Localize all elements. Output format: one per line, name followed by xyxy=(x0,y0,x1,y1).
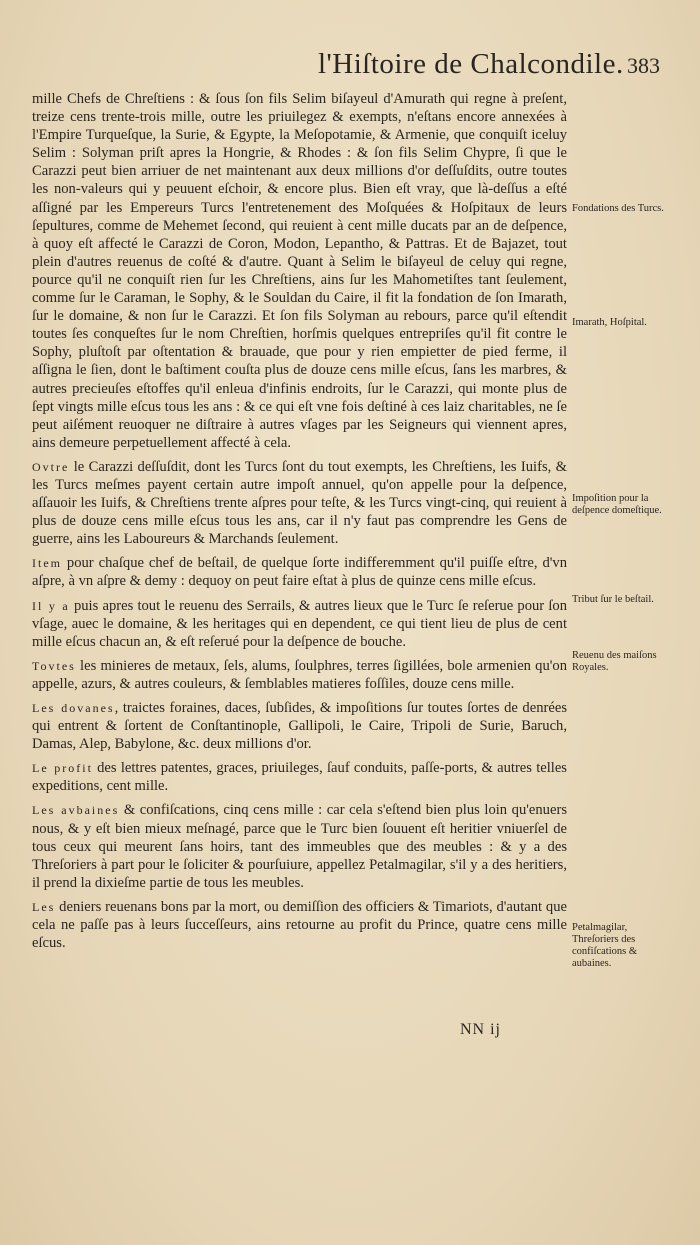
paragraph: Les deniers reuenans bons par la mort, ou demiſſion des officiers & Timariots, d'autant que cela ne paſſe pas à leurs ſucceſſeurs, ains retourne au profit du Prince, quatre cens mille eſcus. xyxy=(32,898,567,952)
page-number: 383 xyxy=(627,53,660,78)
paragraph-lead: Les xyxy=(32,899,56,914)
running-title: l'Hiſtoire de Chalcondile. xyxy=(318,48,624,80)
paragraph-lead: Il y a xyxy=(32,598,70,613)
margin-note: Imarath, Hoſpital. xyxy=(572,317,647,328)
paragraph: Ovtre le Carazzi deſſuſdit, dont les Turcs ſont du tout exempts, les Chreſtiens, les Iuifs, & les Turcs meſmes payent certain autre impoſt annuel, qu'on appelle pour la deſpence, aſſauoir les Iuifs, & Chreſtiens trente aſpres pour teſte, & les Turcs vingt-cinq, qui reuient à plus de douze cens mille eſcus tous les ans, car il n'y faut pas comprendre les Gens de guerre, ains les Laboureurs & Marchands ſeulement. xyxy=(32,458,567,548)
paragraph: Les dovanes, traictes foraines, daces, ſubſides, & impoſitions ſur toutes ſortes de denrées qui entrent & ſortent de Conſtantinople, Gallipoli, le Caire, Tripoli de Surie, Baruch, Damas, Alep, Babylone, &c. deux millions d'or. xyxy=(32,700,567,753)
paragraph-lead: Tovtes xyxy=(32,658,76,673)
paragraph: Il y a puis apres tout le reuenu des Serrails, & autres lieux que le Turc ſe reſerue pour ſon vſage, auec le domaine, & les heritages qui en dependent, ce qui tient lieu de plus de cent mille eſcus chacun an, & eſt reſerué pour la deſpence de bouche. xyxy=(32,597,567,650)
margin-note: Fondations des Turcs. xyxy=(572,203,664,214)
margin-note: Petalmagilar, Threſoriers des confiſcations & aubaines. xyxy=(572,922,638,969)
margin-note: Tribut ſur le beſtail. xyxy=(572,594,654,605)
paragraph: Les avbaines & confiſcations, cinq cens mille : car cela s'eſtend bien plus loin qu'enuers nous, & y eſt bien mieux meſnagé, parce que le Turc bien ſouuent eſt heritier vniuerſel de tous ceux qui meurent ſans hoirs, tant des immeubles que des meubles : & y a des Threſoriers à part pour le ſoliciter & pourſuiure, appellez Petalmagilar, s'il y a des heritiers, il prend la dixieſme partie de tous les meubles. xyxy=(32,802,567,891)
paragraph: Le profit des lettres patentes, graces, priuileges, ſauf conduits, paſſe-ports, & autres telles expeditions, cent mille. xyxy=(32,760,567,795)
margin-note: Impoſition pour la deſpence domeſtique. xyxy=(572,493,662,516)
paragraph-lead: Les dovanes xyxy=(32,701,115,715)
paragraph-lead: Ovtre xyxy=(32,459,70,474)
paragraph-lead: Item xyxy=(32,556,62,571)
paragraph: mille Chefs de Chreſtiens : & ſous ſon fils Selim biſayeul d'Amurath qui regne à preſent, treize cens trente-trois mille, outre les priuilegez & exempts, n'eſtans encore annexées à l'Empire Turqueſque, la Surie, & Egypte, la Meſopotamie, & Armenie, que conquiſt iceluy Selim : Solyman priſt apres la Hongrie, & Rhodes : & ſon fils Selim Chypre, ſi que le Carazzi peut bien arriuer de net maintenant aux deux millions d'or deſſuſdits, outre toutes les non-valeurs qui y peuuent eſchoir, & encore plus. Bien eſt vray, que là-deſſus a eſté aſſigné par les Empereurs Turcs l'entretenement des Moſquées & Hoſpitaux de leurs ſepultures, comme de Mehemet ſecond, qui reuient à cent mille ducats par an de deſpence, à quoy eſt affecté le Carazzi de Coron, Modon, Lepantho, & Pattras. Et de Bajazet, tout plein d'autres reuenus de coſté & d'autre. Quant à Selim le biſayeul de celuy qui regne, pource qu'il ne conquiſt rien ſur les Chreſtiens, ains ſur les Mahometiſtes tant ſeulement, comme ſur le Caraman, le Sophy, & le Souldan du Caire, il fit la fondation de ſon Imarath, ſur le domaine, & non ſur le Carazzi. Et ſon fils Solyman au rebours, parce qu'il eſtendit toutes ſes conqueſtes ſur le nom Chreſtien, horſmis quelques entrepriſes qu'il fit contre le Sophy, pluſtoſt par oſtentation & brauade, que pour y rien empietter de pied ferme, il aſſigna le ſien, dont le baſtiment couſta plus de douze cens mille eſcus, ſans les marbres, & autres precieuſes eſtoffes qu'il enleua d'infinis endroits, ſur le Carazzi, qui monte plus de ſept vingts mille eſcus tous les ans : & ce qui eſt vne fois deſtiné à ces laiz charitables, ne ſe peut aiſément reuoquer ne diſtraire à autres vſages par les Seigneurs qui viennent apres, ains demeure perpetuellement affecté à cela. xyxy=(32,91,567,451)
paragraph: Item pour chaſque chef de beſtail, de quelque ſorte indifferemment qu'il puiſſe eſtre, d'vn aſpre, à vn aſpre & demy : dequoy on peut faire eſtat à plus de quinze cens mille eſcus. xyxy=(32,555,567,590)
paragraph-lead: Les avbaines xyxy=(32,803,120,818)
margin-note: Reuenu des maiſons Royales. xyxy=(572,650,657,673)
paragraph: Tovtes les minieres de metaux, ſels, alums, ſoulphres, terres ſigillées, bole armenien qu'on appelle, azurs, & autres couleurs, & ſemblables matieres foſſiles, douze cens mille. xyxy=(32,657,567,692)
signature-mark: NN ij xyxy=(460,1021,501,1038)
body-text xyxy=(32,90,567,958)
paragraph-lead: Le profit xyxy=(32,761,93,776)
page-header xyxy=(200,48,660,81)
